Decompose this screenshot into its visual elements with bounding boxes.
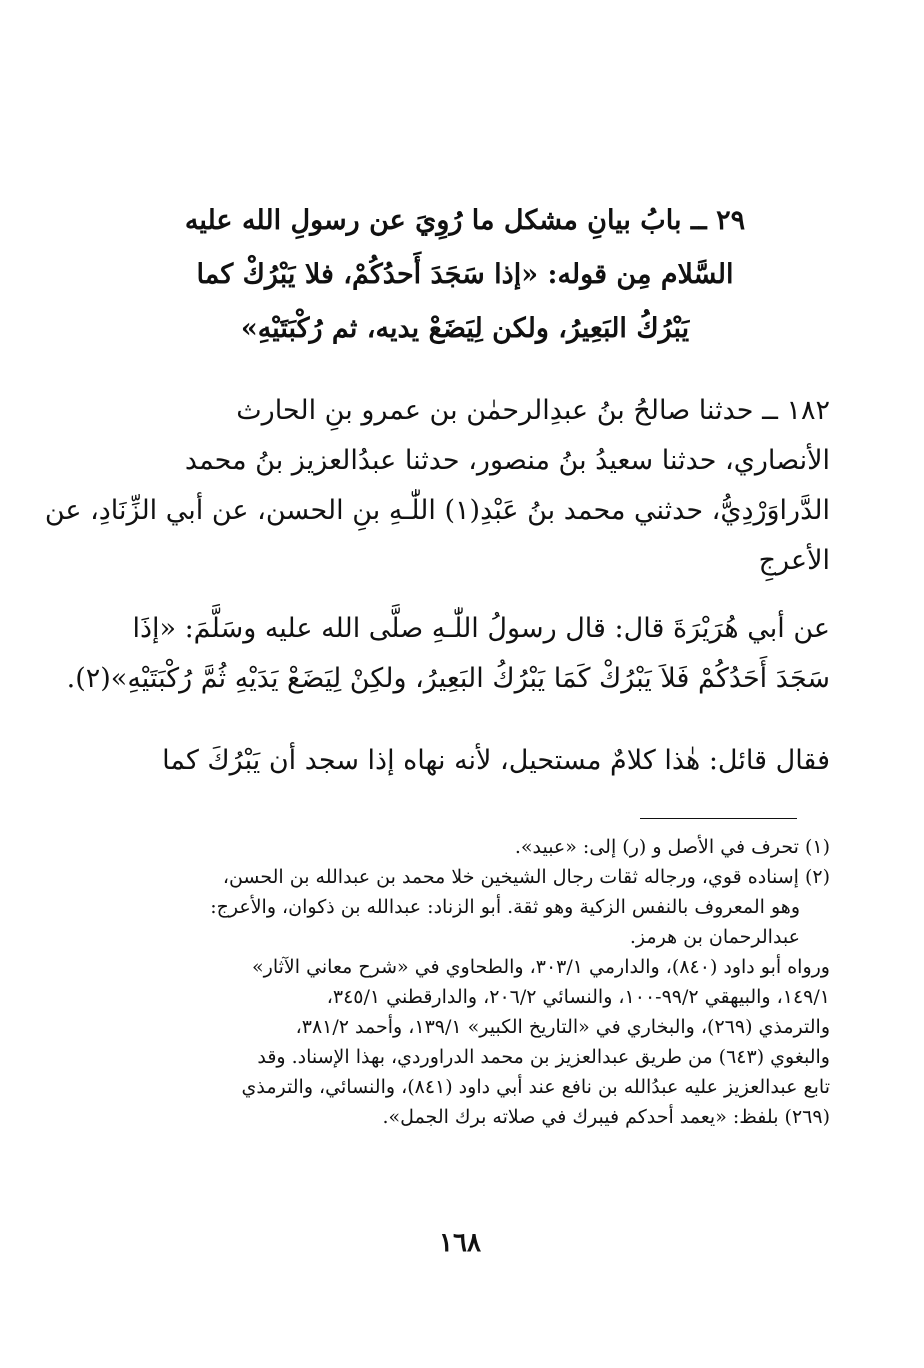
- footnote-separator: [640, 818, 797, 819]
- commentary-paragraph: [95, 736, 830, 786]
- heading-line: السَّلام مِن قوله: «إذا سَجَدَ أَحدُكُمْ، فلا يَبْرُكْ كما: [196, 259, 734, 290]
- footnote-line: تابع عبدالعزيز عليه عبدُالله بن نافع عند أبي داود (٨٤١)، والنسائي، والترمذي: [241, 1076, 830, 1098]
- page-number: ١٦٨: [439, 1228, 481, 1258]
- paragraph-line: عن أبي هُرَيْرَةَ قال: قال رسولُ اللّٰـهِ صلَّى الله عليه وسَلَّمَ: «إذَا: [132, 613, 830, 644]
- paragraph-line: الدَّراوَرْدِيُّ، حدثني محمد بنُ عَبْدِ(١) اللّٰـهِ بنِ الحسن، عن أبي الزِّنَادِ، عن: [44, 495, 830, 526]
- footnote-line: عبدالرحمان بن هرمز.: [629, 926, 800, 948]
- footnote-line: (٢٦٩) بلفظ: «يعمد أحدكم فيبرك في صلاته برك الجمل».: [382, 1106, 830, 1128]
- paragraph-line: فقال قائل: هٰذا كلامٌ مستحيل، لأنه نهاه إذا سجد أن يَبْرُكَ كما: [162, 745, 830, 776]
- hadith-isnad-paragraph: [44, 386, 830, 586]
- footnote-line: (٢) إسناده قوي، ورجاله ثقات رجال الشيخين خلا محمد بن عبدالله بن الحسن،: [222, 866, 830, 888]
- footnote-line: ورواه أبو داود (٨٤٠)، والدارمي ٣٠٣/١، والطحاوي في «شرح معاني الآثار»: [252, 956, 830, 978]
- heading-line: ٢٩ ــ بابُ بيانِ مشكل ما رُوِيَ عن رسولِ الله عليه: [184, 205, 746, 236]
- footnotes: [95, 832, 830, 1132]
- paragraph-line: ١٨٢ ــ حدثنا صالحُ بنُ عبدِالرحمٰن بن عمرو بنِ الحارث: [236, 395, 830, 426]
- hadith-matn-paragraph: [66, 604, 830, 704]
- paragraph-line: الأعرجِ: [758, 545, 830, 576]
- footnote-line: والبغوي (٦٤٣) من طريق عبدالعزيز بن محمد الدراوردي، بهذا الإسناد. وقد: [257, 1046, 830, 1068]
- footnote-line: والترمذي (٢٦٩)، والبخاري في «التاريخ الكبير» ١٣٩/١، وأحمد ٣٨١/٢،: [295, 1016, 830, 1038]
- paragraph-line: سَجَدَ أَحَدُكُمْ فَلاَ يَبْرُكْ كَمَا يَبْرُكُ البَعِيرُ، ولكِنْ لِيَضَعْ يَدَيْهِ ثُمَّ رُكْبَتَيْهِ»(٢).: [66, 663, 830, 694]
- heading-line: يَبْرُكُ البَعِيرُ، ولكن لِيَضَعْ يديه، ثم رُكْبَتَيْهِ»: [240, 313, 690, 344]
- chapter-heading: [170, 194, 760, 356]
- paragraph-line: الأنصاري، حدثنا سعيدُ بنُ منصور، حدثنا عبدُالعزيز بنُ محمد: [184, 445, 830, 476]
- footnote-line: وهو المعروف بالنفس الزكية وهو ثقة. أبو الزناد: عبدالله بن ذكوان، والأعرج:: [210, 896, 800, 918]
- footnote-line: ١٤٩/١، والبيهقي ٩٩/٢-١٠٠، والنسائي ٢٠٦/٢، والدارقطني ٣٤٥/١،: [326, 986, 830, 1008]
- footnote-line: (١) تحرف في الأصل و (ر) إلى: «عبيد».: [514, 836, 830, 858]
